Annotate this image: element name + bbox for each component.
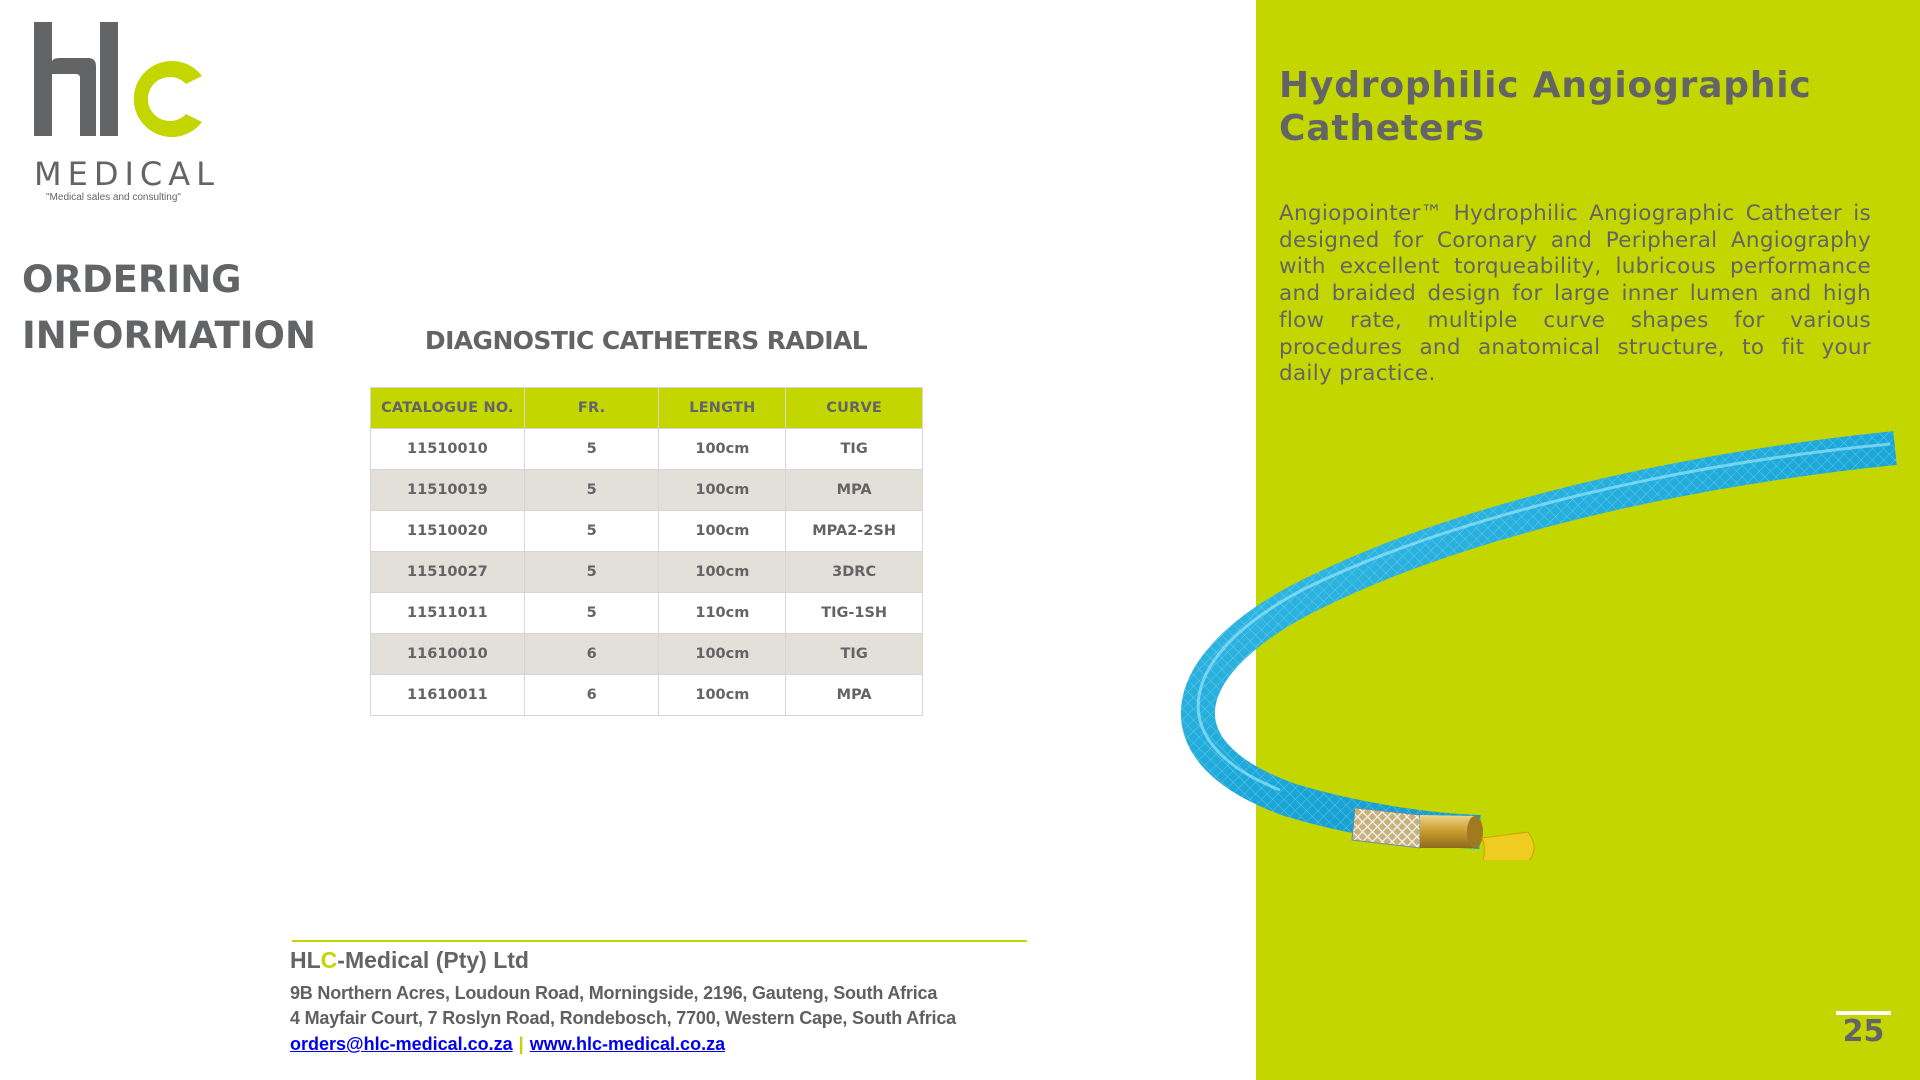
page-title — [22, 252, 316, 364]
cell-fr: 5 — [524, 470, 659, 511]
product-description: Angiopointer™ Hydrophilic Angiographic Catheter is designed for Coronary and Peripheral Angiography with excellent torqueability, lubricous performance and braided design for large inner lumen and high flow rate, multiple curve shapes for various procedures and anatomical structure, to fit your daily practice. — [1279, 201, 1871, 387]
column-header-fr: FR. — [524, 388, 659, 429]
cell-fr: 6 — [524, 634, 659, 675]
footer-divider — [292, 940, 1027, 942]
table-row — [371, 552, 923, 593]
product-title — [1279, 64, 1812, 150]
cell-catalogue-no: 11510019 — [371, 470, 525, 511]
logo-tagline: "Medical sales and consulting" — [46, 192, 181, 203]
cell-catalogue-no: 11511011 — [371, 593, 525, 634]
cell-fr: 6 — [524, 675, 659, 716]
address-line-2: 4 Mayfair Court, 7 Roslyn Road, Rondebosch, 7700, Western Cape, South Africa — [290, 1008, 956, 1028]
company-name-suffix: -Medical (Pty) Ltd — [337, 947, 529, 973]
contact-links — [290, 1034, 725, 1055]
catalogue-table — [370, 387, 923, 716]
cell-curve: MPA — [786, 470, 923, 511]
page-number: 25 — [1842, 1014, 1885, 1049]
cell-catalogue-no: 11510010 — [371, 429, 525, 470]
cell-catalogue-no: 11610010 — [371, 634, 525, 675]
hlc-medical-logo — [30, 18, 220, 203]
cell-catalogue-no: 11610011 — [371, 675, 525, 716]
cell-length: 100cm — [659, 511, 786, 552]
cell-catalogue-no: 11510020 — [371, 511, 525, 552]
page-title-line1: ORDERING — [22, 258, 242, 301]
table-row — [371, 470, 923, 511]
cell-fr: 5 — [524, 552, 659, 593]
product-title-line2: Catheters — [1279, 108, 1485, 149]
catheter-image-icon — [1120, 420, 1920, 860]
link-separator: | — [518, 1034, 524, 1054]
table-title: DIAGNOSTIC CATHETERS RADIAL — [424, 326, 868, 355]
table-row — [371, 511, 923, 552]
table-row — [371, 675, 923, 716]
column-header-catalogue-no: CATALOGUE NO. — [371, 388, 525, 429]
company-name — [290, 947, 529, 974]
company-name-prefix: HL — [290, 947, 321, 973]
cell-catalogue-no: 11510027 — [371, 552, 525, 593]
cell-fr: 5 — [524, 511, 659, 552]
product-title-line1: Hydrophilic Angiographic — [1279, 65, 1812, 106]
cell-fr: 5 — [524, 429, 659, 470]
hlc-logo-mark-icon — [30, 18, 220, 158]
cell-length: 100cm — [659, 429, 786, 470]
table-row — [371, 429, 923, 470]
column-header-length: LENGTH — [659, 388, 786, 429]
logo-wordmark: MEDICAL — [34, 155, 220, 193]
company-name-highlight: C — [320, 947, 338, 973]
cell-curve: TIG — [786, 429, 923, 470]
cell-curve: 3DRC — [786, 552, 923, 593]
cell-fr: 5 — [524, 593, 659, 634]
cell-length: 110cm — [659, 593, 786, 634]
cell-curve: TIG-1SH — [786, 593, 923, 634]
table-row — [371, 593, 923, 634]
table-row — [371, 634, 923, 675]
cell-curve: TIG — [786, 634, 923, 675]
email-link[interactable]: orders@hlc-medical.co.za — [290, 1034, 513, 1054]
website-link[interactable]: www.hlc-medical.co.za — [529, 1034, 726, 1054]
column-header-curve: CURVE — [786, 388, 923, 429]
cell-curve: MPA — [786, 675, 923, 716]
cell-length: 100cm — [659, 634, 786, 675]
page-title-line2: INFORMATION — [22, 314, 316, 357]
cell-length: 100cm — [659, 675, 786, 716]
table-header-row — [371, 388, 923, 429]
address-line-1: 9B Northern Acres, Loudoun Road, Morningside, 2196, Gauteng, South Africa — [290, 983, 938, 1003]
cell-length: 100cm — [659, 552, 786, 593]
cell-curve: MPA2-2SH — [786, 511, 923, 552]
cell-length: 100cm — [659, 470, 786, 511]
